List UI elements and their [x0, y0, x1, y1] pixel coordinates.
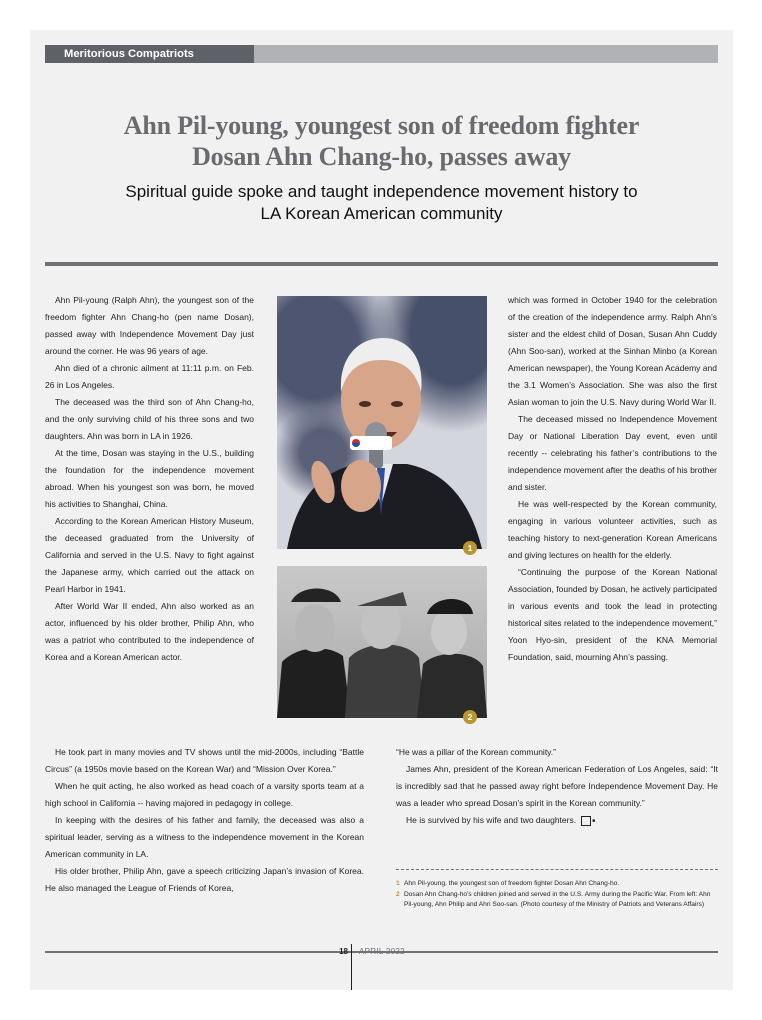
headline-line-2: Dosan Ahn Chang-ho, passes away	[192, 142, 571, 171]
photo-caption	[396, 890, 718, 910]
siblings-illustration	[277, 566, 487, 718]
article-wide-block-left	[45, 744, 364, 897]
article-paragraph: The deceased was the third son of Ahn Chang-ho, and the only surviving child of his three sons and two daughters. Ahn was born in LA in 1926.	[45, 397, 254, 441]
photo-ahn-pil-young-speaking	[277, 296, 487, 549]
photo-number-badge: 2	[463, 710, 477, 724]
article-paragraph: Ahn died of a chronic ailment at 11:11 p.m. on Feb. 26 in Los Angeles.	[45, 363, 254, 390]
caption-text: Dosan Ahn Chang-ho’s children joined and served in the U.S. Army during the Pacific War. From left: Ahn Pil-young, Ahn Philip and Ahn Soo-san. (Photo courtesy of the Ministry of Patriots and Veterans Affairs)	[404, 891, 711, 908]
article-paragraph: The deceased missed no Independence Movement Day or National Liberation Day event, even until recently -- celebrating his father’s contributions to the independence movement after the deaths of his brother and sister.	[508, 414, 717, 492]
issue-date: APRIL 2022	[359, 947, 405, 956]
closing-sentence: He is survived by his wife and two daughters.	[406, 815, 577, 825]
article-paragraph: Ahn Pil-young (Ralph Ahn), the youngest son of the freedom fighter Ahn Chang-ho (pen name Dosan), passed away with Independence Movement Day just around the corner. He was 96 years of age.	[45, 295, 254, 356]
article-end-mark: ■	[581, 816, 591, 826]
caption-text: Ahn Pil-young, the youngest son of freedom fighter Dosan Ahn Chang-ho.	[404, 880, 620, 887]
subheadline-line-1: Spiritual guide spoke and taught independence movement history to	[125, 182, 638, 201]
footer-separator	[351, 944, 352, 990]
article-paragraph: At the time, Dosan was staying in the U.S., building the foundation for the independence movement abroad. When his youngest son was born, he moved his activities to Shanghai, China.	[45, 448, 254, 509]
article-paragraph-continued: “He was a pillar of the Korean community.”	[396, 747, 556, 757]
article-wide-block-right	[396, 744, 718, 829]
article-headline	[30, 110, 733, 172]
headline-divider	[45, 262, 718, 266]
portrait-illustration	[277, 296, 487, 549]
article-paragraph: His older brother, Philip Ahn, gave a speech criticizing Japan’s invasion of Korea. He also managed the League of Friends of Korea,	[45, 866, 364, 893]
article-column-left	[45, 292, 254, 666]
microphone-sticker	[350, 436, 392, 450]
article-paragraph: James Ahn, president of the Korean American Federation of Los Angeles, said: “It is incredibly sad that he passed away right before Independence Movement Day. He was a leader who spread Dosan’s spirit in the Korean community.”	[396, 764, 718, 808]
article-paragraph: In keeping with the desires of his father and family, the deceased was also a spiritual leader, serving as a witness to the independence movement in the Korean American community in LA.	[45, 815, 364, 859]
photo-number-badge: 1	[463, 541, 477, 555]
article-paragraph-continued: which was formed in October 1940 for the celebration of the creation of the independence army. Ralph Ahn’s sister and the eldest child of Dosan, Susan Ahn Cuddy (Ahn Soo-san), worked at the Sinhan Minbo (a Korean American newspaper), the Young Korean Academy and the 3.1 Women’s Association. She was also the first Asian woman to join the U.S. Navy during World War II.	[508, 295, 717, 407]
caption-number: 1	[396, 880, 400, 887]
article-subheadline	[30, 181, 733, 225]
article-paragraph: “Continuing the purpose of the Korean National Association, founded by Dosan, he actively participated in various events and took the lead in protecting historical sites related to the independence movement,” Yoon Hyo-sin, president of the KNA Memorial Foundation, said, mourning Ahn’s passing.	[508, 567, 717, 662]
headline-line-1: Ahn Pil-young, youngest son of freedom fighter	[123, 111, 640, 140]
article-paragraph: When he quit acting, he also worked as head coach of a varsity sports team at a high school in California -- having majored in pedagogy in college.	[45, 781, 364, 808]
photo-captions	[396, 879, 718, 911]
page-number: 18	[339, 947, 348, 956]
section-header-bar	[45, 45, 718, 63]
ministry-logo-icon	[352, 439, 360, 447]
caption-divider	[396, 869, 718, 870]
article-paragraph: According to the Korean American History Museum, the deceased graduated from the University of California and served in the U.S. Navy to fight against the Japanese army, which carried out the attack on Pearl Harbor in 1941.	[45, 516, 254, 594]
article-paragraph: He was well-respected by the Korean community, engaging in various volunteer activities, such as teaching history to next-generation Korean Americans and giving lectures on health for the elderly.	[508, 499, 717, 560]
magazine-page	[30, 30, 733, 990]
caption-number: 2	[396, 891, 400, 898]
article-column-right	[508, 292, 717, 666]
photo-ahn-siblings-in-uniform	[277, 566, 487, 718]
section-label: Meritorious Compatriots	[45, 45, 254, 63]
article-paragraph: He took part in many movies and TV shows until the mid-2000s, including “Battle Circus” (a 1950s movie based on the Korean War) and “Mission Over Korea.”	[45, 747, 364, 774]
article-paragraph: After World War II ended, Ahn also worked as an actor, influenced by his older brother, Philip Ahn, who was a patriot who contributed to the independence of Korea and a Korean American actor.	[45, 601, 254, 662]
article-paragraph-final	[396, 812, 718, 829]
photo-caption	[396, 879, 718, 889]
subheadline-line-2: LA Korean American community	[260, 204, 503, 223]
